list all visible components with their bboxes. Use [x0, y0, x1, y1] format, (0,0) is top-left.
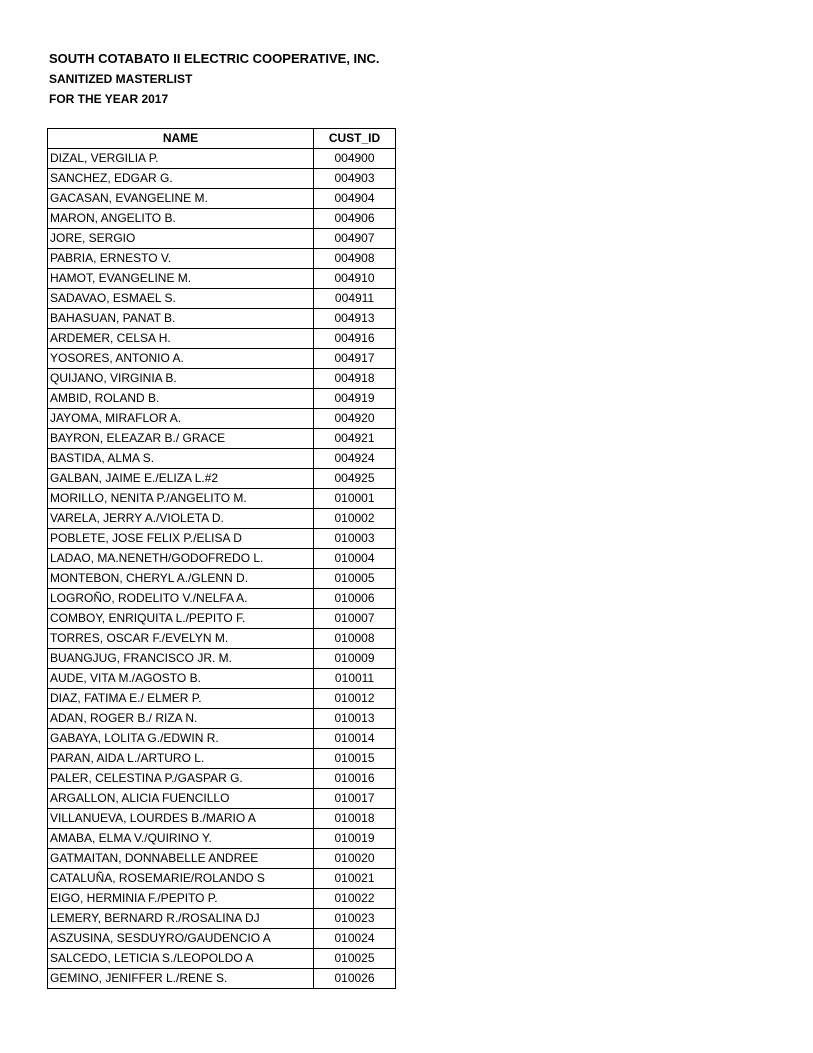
table-row [48, 489, 396, 509]
table-row [48, 849, 396, 869]
customer-name-cell: LADAO, MA.NENETH/GODOFREDO L. [48, 549, 314, 569]
customer-name-cell: ARGALLON, ALICIA FUENCILLO [48, 789, 314, 809]
customer-name-cell: JORE, SERGIO [48, 229, 314, 249]
customer-name-cell: AMABA, ELMA V./QUIRINO Y. [48, 829, 314, 849]
customer-id-cell: 010014 [314, 729, 396, 749]
customer-id-cell: 010025 [314, 949, 396, 969]
customer-name-cell: ARDEMER, CELSA H. [48, 329, 314, 349]
customer-id-cell: 004900 [314, 149, 396, 169]
table-row [48, 529, 396, 549]
column-header-cust-id: CUST_ID [314, 129, 396, 149]
customer-id-cell: 010005 [314, 569, 396, 589]
customer-id-cell: 010003 [314, 529, 396, 549]
customer-name-cell: PARAN, AIDA L./ARTURO L. [48, 749, 314, 769]
table-row [48, 609, 396, 629]
table-row [48, 369, 396, 389]
customer-name-cell: YOSORES, ANTONIO A. [48, 349, 314, 369]
customer-id-cell: 004911 [314, 289, 396, 309]
masterlist-table [47, 128, 396, 989]
table-row [48, 649, 396, 669]
table-row [48, 169, 396, 189]
table-row [48, 549, 396, 569]
table-row [48, 929, 396, 949]
customer-id-cell: 010026 [314, 969, 396, 989]
table-row [48, 909, 396, 929]
table-row [48, 309, 396, 329]
customer-name-cell: QUIJANO, VIRGINIA B. [48, 369, 314, 389]
table-row [48, 429, 396, 449]
customer-id-cell: 010016 [314, 769, 396, 789]
customer-name-cell: HAMOT, EVANGELINE M. [48, 269, 314, 289]
customer-id-cell: 010019 [314, 829, 396, 849]
table-row [48, 509, 396, 529]
customer-name-cell: GEMINO, JENIFFER L./RENE S. [48, 969, 314, 989]
customer-id-cell: 004907 [314, 229, 396, 249]
table-row [48, 729, 396, 749]
table-row [48, 449, 396, 469]
table-row [48, 249, 396, 269]
customer-id-cell: 010006 [314, 589, 396, 609]
customer-name-cell: ADAN, ROGER B./ RIZA N. [48, 709, 314, 729]
table-body [48, 149, 396, 989]
customer-name-cell: PALER, CELESTINA P./GASPAR G. [48, 769, 314, 789]
customer-id-cell: 004906 [314, 209, 396, 229]
table-row [48, 389, 396, 409]
table-row [48, 289, 396, 309]
table-header-row [48, 129, 396, 149]
table-row [48, 569, 396, 589]
customer-name-cell: GATMAITAN, DONNABELLE ANDREE [48, 849, 314, 869]
customer-name-cell: DIZAL, VERGILIA P. [48, 149, 314, 169]
customer-id-cell: 010011 [314, 669, 396, 689]
document-subtitle: SANITIZED MASTERLIST [49, 72, 193, 86]
customer-name-cell: COMBOY, ENRIQUITA L./PEPITO F. [48, 609, 314, 629]
table-row [48, 669, 396, 689]
customer-name-cell: SALCEDO, LETICIA S./LEOPOLDO A [48, 949, 314, 969]
customer-name-cell: GABAYA, LOLITA G./EDWIN R. [48, 729, 314, 749]
customer-name-cell: BAHASUAN, PANAT B. [48, 309, 314, 329]
customer-id-cell: 004918 [314, 369, 396, 389]
table-row [48, 209, 396, 229]
customer-name-cell: TORRES, OSCAR F./EVELYN M. [48, 629, 314, 649]
customer-id-cell: 004916 [314, 329, 396, 349]
customer-id-cell: 010009 [314, 649, 396, 669]
customer-id-cell: 010007 [314, 609, 396, 629]
table-row [48, 629, 396, 649]
table-row [48, 189, 396, 209]
customer-name-cell: AUDE, VITA M./AGOSTO B. [48, 669, 314, 689]
customer-id-cell: 004924 [314, 449, 396, 469]
customer-id-cell: 004921 [314, 429, 396, 449]
table-row [48, 409, 396, 429]
customer-name-cell: MORILLO, NENITA P./ANGELITO M. [48, 489, 314, 509]
customer-name-cell: POBLETE, JOSE FELIX P./ELISA D [48, 529, 314, 549]
table-row [48, 829, 396, 849]
customer-id-cell: 010022 [314, 889, 396, 909]
customer-name-cell: VARELA, JERRY A./VIOLETA D. [48, 509, 314, 529]
table-row [48, 769, 396, 789]
table-row [48, 349, 396, 369]
customer-name-cell: SANCHEZ, EDGAR G. [48, 169, 314, 189]
customer-name-cell: PABRIA, ERNESTO V. [48, 249, 314, 269]
customer-id-cell: 004913 [314, 309, 396, 329]
table-row [48, 329, 396, 349]
customer-name-cell: VILLANUEVA, LOURDES B./MARIO A [48, 809, 314, 829]
customer-name-cell: JAYOMA, MIRAFLOR A. [48, 409, 314, 429]
table-row [48, 889, 396, 909]
year-line: FOR THE YEAR 2017 [49, 92, 169, 106]
table-row [48, 969, 396, 989]
customer-id-cell: 010004 [314, 549, 396, 569]
customer-id-cell: 004908 [314, 249, 396, 269]
table-row [48, 269, 396, 289]
table-row [48, 949, 396, 969]
column-header-name: NAME [48, 129, 314, 149]
table-row [48, 869, 396, 889]
customer-id-cell: 010012 [314, 689, 396, 709]
customer-name-cell: BASTIDA, ALMA S. [48, 449, 314, 469]
customer-id-cell: 004910 [314, 269, 396, 289]
customer-name-cell: SADAVAO, ESMAEL S. [48, 289, 314, 309]
customer-id-cell: 010017 [314, 789, 396, 809]
document-header [49, 49, 380, 109]
customer-id-cell: 004903 [314, 169, 396, 189]
customer-name-cell: GALBAN, JAIME E./ELIZA L.#2 [48, 469, 314, 489]
customer-name-cell: CATALUÑA, ROSEMARIE/ROLANDO S [48, 869, 314, 889]
customer-id-cell: 010024 [314, 929, 396, 949]
customer-name-cell: MONTEBON, CHERYL A./GLENN D. [48, 569, 314, 589]
customer-id-cell: 010023 [314, 909, 396, 929]
customer-id-cell: 004917 [314, 349, 396, 369]
company-name: SOUTH COTABATO II ELECTRIC COOPERATIVE, INC. [49, 51, 380, 66]
customer-name-cell: GACASAN, EVANGELINE M. [48, 189, 314, 209]
customer-name-cell: DIAZ, FATIMA E./ ELMER P. [48, 689, 314, 709]
customer-name-cell: BAYRON, ELEAZAR B./ GRACE [48, 429, 314, 449]
customer-id-cell: 010018 [314, 809, 396, 829]
table-row [48, 809, 396, 829]
customer-id-cell: 004904 [314, 189, 396, 209]
customer-id-cell: 010008 [314, 629, 396, 649]
customer-name-cell: LOGROÑO, RODELITO V./NELFA A. [48, 589, 314, 609]
customer-name-cell: AMBID, ROLAND B. [48, 389, 314, 409]
customer-id-cell: 004919 [314, 389, 396, 409]
customer-name-cell: LEMERY, BERNARD R./ROSALINA DJ [48, 909, 314, 929]
customer-id-cell: 004920 [314, 409, 396, 429]
customer-id-cell: 010001 [314, 489, 396, 509]
table-row [48, 149, 396, 169]
customer-id-cell: 010015 [314, 749, 396, 769]
customer-name-cell: MARON, ANGELITO B. [48, 209, 314, 229]
customer-id-cell: 010021 [314, 869, 396, 889]
table-row [48, 229, 396, 249]
table-row [48, 589, 396, 609]
table-row [48, 689, 396, 709]
table-row [48, 709, 396, 729]
table-row [48, 749, 396, 769]
customer-name-cell: BUANGJUG, FRANCISCO JR. M. [48, 649, 314, 669]
table-row [48, 469, 396, 489]
table-row [48, 789, 396, 809]
customer-id-cell: 010020 [314, 849, 396, 869]
customer-name-cell: ASZUSINA, SESDUYRO/GAUDENCIO A [48, 929, 314, 949]
customer-name-cell: EIGO, HERMINIA F./PEPITO P. [48, 889, 314, 909]
customer-id-cell: 004925 [314, 469, 396, 489]
customer-id-cell: 010002 [314, 509, 396, 529]
customer-id-cell: 010013 [314, 709, 396, 729]
